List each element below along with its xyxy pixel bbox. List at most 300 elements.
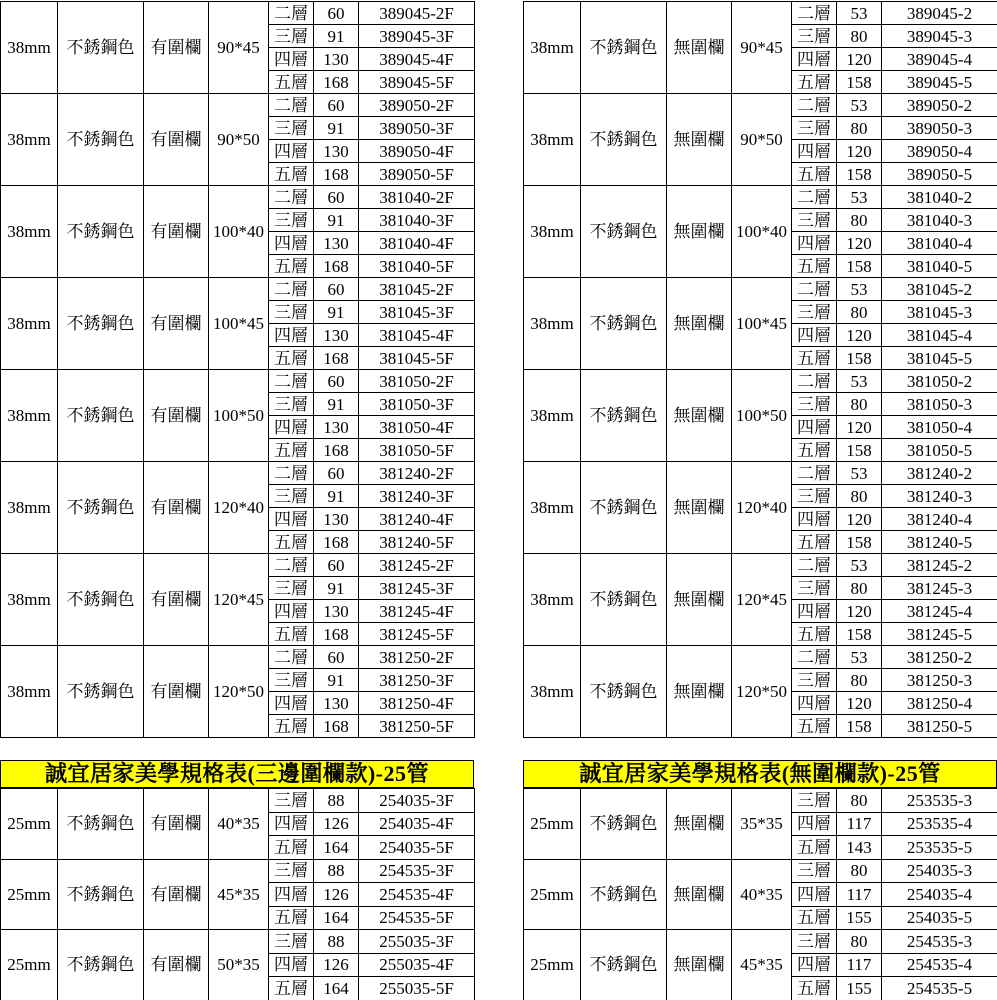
quantity-cell: 53	[837, 94, 882, 117]
quantity-cell: 120	[837, 692, 882, 715]
layer-cell: 三層	[269, 859, 314, 883]
product-code-cell: 381240-4	[882, 508, 997, 531]
quantity-cell: 80	[837, 669, 882, 692]
fence-cell: 有圍欄	[144, 554, 209, 646]
product-code-cell: 381045-2	[882, 278, 997, 301]
layer-cell: 二層	[792, 646, 837, 669]
layer-cell: 二層	[792, 462, 837, 485]
fence-cell: 有圍欄	[144, 186, 209, 278]
table-row	[524, 462, 997, 485]
product-code-cell: 381240-3	[882, 485, 997, 508]
quantity-cell: 130	[314, 48, 359, 71]
fence-cell: 有圍欄	[144, 789, 209, 860]
layer-cell: 四層	[792, 416, 837, 439]
quantity-cell: 168	[314, 255, 359, 278]
size-cell: 38mm	[1, 2, 58, 94]
size-cell: 25mm	[524, 789, 581, 860]
color-cell: 不銹鋼色	[58, 2, 144, 94]
fence-cell: 有圍欄	[144, 94, 209, 186]
fence-cell: 有圍欄	[144, 930, 209, 1000]
dimension-cell: 35*35	[732, 789, 792, 860]
layer-cell: 五層	[792, 531, 837, 554]
product-code-cell: 381045-4F	[359, 324, 475, 347]
layer-cell: 四層	[792, 953, 837, 977]
table-row	[1, 930, 475, 954]
layer-cell: 三層	[269, 209, 314, 232]
layer-cell: 二層	[792, 370, 837, 393]
layer-cell: 二層	[269, 94, 314, 117]
size-cell: 25mm	[524, 930, 581, 1000]
product-code-cell: 381245-3F	[359, 577, 475, 600]
table-row	[1, 789, 475, 813]
dimension-cell: 90*50	[732, 94, 792, 186]
product-code-cell: 381050-5	[882, 439, 997, 462]
product-code-cell: 381050-4	[882, 416, 997, 439]
color-cell: 不銹鋼色	[581, 2, 667, 94]
quantity-cell: 60	[314, 94, 359, 117]
product-code-cell: 381040-5F	[359, 255, 475, 278]
fence-cell: 有圍欄	[144, 859, 209, 930]
layer-cell: 四層	[792, 600, 837, 623]
layer-cell: 四層	[269, 140, 314, 163]
product-code-cell: 381240-4F	[359, 508, 475, 531]
product-code-cell: 381040-2F	[359, 186, 475, 209]
product-code-cell: 254535-4	[882, 953, 997, 977]
product-code-cell: 389050-5F	[359, 163, 475, 186]
quantity-cell: 158	[837, 71, 882, 94]
quantity-cell: 130	[314, 692, 359, 715]
layer-cell: 三層	[269, 789, 314, 813]
layer-cell: 二層	[269, 554, 314, 577]
quantity-cell: 126	[314, 812, 359, 836]
table-row	[524, 370, 997, 393]
dimension-cell: 100*50	[209, 370, 269, 462]
quantity-cell: 80	[837, 485, 882, 508]
layer-cell: 三層	[792, 301, 837, 324]
quantity-cell: 117	[837, 883, 882, 907]
layer-cell: 三層	[269, 393, 314, 416]
dimension-cell: 100*45	[732, 278, 792, 370]
quantity-cell: 80	[837, 930, 882, 954]
fence-cell: 有圍欄	[144, 278, 209, 370]
quantity-cell: 120	[837, 600, 882, 623]
table-row	[524, 94, 997, 117]
fence-cell: 有圍欄	[144, 2, 209, 94]
quantity-cell: 80	[837, 393, 882, 416]
quantity-cell: 60	[314, 554, 359, 577]
product-code-cell: 381250-4	[882, 692, 997, 715]
product-code-cell: 381245-3	[882, 577, 997, 600]
product-code-cell: 381240-2F	[359, 462, 475, 485]
size-cell: 38mm	[524, 462, 581, 554]
color-cell: 不銹鋼色	[58, 554, 144, 646]
quantity-cell: 80	[837, 789, 882, 813]
quantity-cell: 91	[314, 669, 359, 692]
layer-cell: 三層	[792, 859, 837, 883]
quantity-cell: 80	[837, 577, 882, 600]
product-code-cell: 254035-5	[882, 906, 997, 930]
quantity-cell: 53	[837, 462, 882, 485]
table-row	[1, 94, 475, 117]
size-cell: 38mm	[1, 462, 58, 554]
product-code-cell: 381250-3	[882, 669, 997, 692]
product-code-cell: 381240-5F	[359, 531, 475, 554]
layer-cell: 四層	[792, 812, 837, 836]
layer-cell: 三層	[269, 669, 314, 692]
layer-cell: 三層	[792, 209, 837, 232]
layer-cell: 四層	[269, 692, 314, 715]
quantity-cell: 80	[837, 117, 882, 140]
title-fenced-25mm: 誠宜居家美學規格表(三邊圍欄款)-25管	[0, 760, 474, 788]
fence-cell: 無圍欄	[667, 462, 732, 554]
dimension-cell: 120*40	[732, 462, 792, 554]
layer-cell: 三層	[269, 930, 314, 954]
layer-cell: 五層	[269, 255, 314, 278]
color-cell: 不銹鋼色	[581, 930, 667, 1000]
fence-cell: 無圍欄	[667, 186, 732, 278]
layer-cell: 三層	[792, 577, 837, 600]
layer-cell: 五層	[269, 715, 314, 738]
product-code-cell: 255035-5F	[359, 977, 475, 1000]
quantity-cell: 130	[314, 140, 359, 163]
dimension-cell: 120*40	[209, 462, 269, 554]
product-code-cell: 389050-2F	[359, 94, 475, 117]
product-code-cell: 381250-3F	[359, 669, 475, 692]
product-code-cell: 381040-4	[882, 232, 997, 255]
layer-cell: 二層	[269, 278, 314, 301]
quantity-cell: 158	[837, 531, 882, 554]
layer-cell: 三層	[269, 25, 314, 48]
layer-cell: 三層	[269, 485, 314, 508]
product-code-cell: 389045-2	[882, 2, 997, 25]
layer-cell: 三層	[269, 301, 314, 324]
fence-cell: 無圍欄	[667, 2, 732, 94]
layer-cell: 五層	[269, 531, 314, 554]
product-code-cell: 253535-3	[882, 789, 997, 813]
dimension-cell: 100*40	[732, 186, 792, 278]
table-row	[1, 859, 475, 883]
product-code-cell: 389050-4	[882, 140, 997, 163]
table-row	[524, 646, 997, 669]
layer-cell: 四層	[269, 508, 314, 531]
quantity-cell: 53	[837, 186, 882, 209]
color-cell: 不銹鋼色	[58, 789, 144, 860]
layer-cell: 五層	[269, 163, 314, 186]
size-cell: 38mm	[524, 554, 581, 646]
table-row	[1, 554, 475, 577]
dimension-cell: 90*45	[209, 2, 269, 94]
product-code-cell: 254535-4F	[359, 883, 475, 907]
color-cell: 不銹鋼色	[58, 930, 144, 1000]
size-cell: 25mm	[1, 930, 58, 1000]
product-code-cell: 381250-2F	[359, 646, 475, 669]
quantity-cell: 168	[314, 347, 359, 370]
quantity-cell: 120	[837, 324, 882, 347]
product-code-cell: 254535-5F	[359, 906, 475, 930]
quantity-cell: 155	[837, 906, 882, 930]
layer-cell: 四層	[269, 324, 314, 347]
quantity-cell: 60	[314, 2, 359, 25]
quantity-cell: 60	[314, 370, 359, 393]
layer-cell: 五層	[792, 255, 837, 278]
table-38mm-unfenced	[523, 1, 997, 738]
product-code-cell: 381045-5	[882, 347, 997, 370]
product-code-cell: 254035-3F	[359, 789, 475, 813]
layer-cell: 五層	[792, 836, 837, 860]
layer-cell: 三層	[792, 485, 837, 508]
color-cell: 不銹鋼色	[58, 278, 144, 370]
table-row	[524, 554, 997, 577]
quantity-cell: 130	[314, 600, 359, 623]
dimension-cell: 90*50	[209, 94, 269, 186]
layer-cell: 三層	[269, 117, 314, 140]
layer-cell: 四層	[269, 48, 314, 71]
layer-cell: 四層	[792, 883, 837, 907]
quantity-cell: 158	[837, 439, 882, 462]
product-code-cell: 389050-3F	[359, 117, 475, 140]
size-cell: 38mm	[1, 370, 58, 462]
layer-cell: 二層	[792, 278, 837, 301]
color-cell: 不銹鋼色	[58, 186, 144, 278]
product-code-cell: 255035-4F	[359, 953, 475, 977]
product-code-cell: 381040-2	[882, 186, 997, 209]
size-cell: 38mm	[1, 186, 58, 278]
product-code-cell: 254535-5	[882, 977, 997, 1000]
size-cell: 38mm	[524, 370, 581, 462]
product-code-cell: 381050-2F	[359, 370, 475, 393]
table-row	[524, 789, 997, 813]
product-code-cell: 381040-4F	[359, 232, 475, 255]
dimension-cell: 45*35	[209, 859, 269, 930]
color-cell: 不銹鋼色	[581, 186, 667, 278]
layer-cell: 二層	[792, 2, 837, 25]
layer-cell: 五層	[269, 977, 314, 1000]
quantity-cell: 168	[314, 531, 359, 554]
quantity-cell: 143	[837, 836, 882, 860]
product-code-cell: 381050-3F	[359, 393, 475, 416]
layer-cell: 五層	[792, 906, 837, 930]
table-row	[1, 278, 475, 301]
product-code-cell: 381250-2	[882, 646, 997, 669]
quantity-cell: 117	[837, 812, 882, 836]
quantity-cell: 91	[314, 117, 359, 140]
layer-cell: 二層	[269, 370, 314, 393]
product-code-cell: 389045-5F	[359, 71, 475, 94]
quantity-cell: 130	[314, 324, 359, 347]
dimension-cell: 100*45	[209, 278, 269, 370]
product-code-cell: 254035-3	[882, 859, 997, 883]
layer-cell: 四層	[792, 324, 837, 347]
layer-cell: 五層	[792, 347, 837, 370]
quantity-cell: 53	[837, 646, 882, 669]
quantity-cell: 88	[314, 789, 359, 813]
quantity-cell: 164	[314, 977, 359, 1000]
fence-cell: 有圍欄	[144, 370, 209, 462]
layer-cell: 三層	[792, 930, 837, 954]
dimension-cell: 100*50	[732, 370, 792, 462]
product-code-cell: 381245-2F	[359, 554, 475, 577]
product-code-cell: 253535-4	[882, 812, 997, 836]
product-code-cell: 381040-3	[882, 209, 997, 232]
dimension-cell: 120*50	[732, 646, 792, 738]
product-code-cell: 389050-5	[882, 163, 997, 186]
layer-cell: 四層	[792, 232, 837, 255]
size-cell: 38mm	[1, 646, 58, 738]
quantity-cell: 168	[314, 71, 359, 94]
product-code-cell: 389045-5	[882, 71, 997, 94]
quantity-cell: 130	[314, 508, 359, 531]
layer-cell: 三層	[792, 393, 837, 416]
product-code-cell: 254535-3F	[359, 859, 475, 883]
product-code-cell: 381040-3F	[359, 209, 475, 232]
size-cell: 38mm	[1, 554, 58, 646]
layer-cell: 五層	[792, 623, 837, 646]
product-code-cell: 389045-2F	[359, 2, 475, 25]
product-code-cell: 389045-4F	[359, 48, 475, 71]
table-row	[1, 370, 475, 393]
product-code-cell: 389050-2	[882, 94, 997, 117]
fence-cell: 無圍欄	[667, 278, 732, 370]
product-code-cell: 254035-5F	[359, 836, 475, 860]
color-cell: 不銹鋼色	[581, 859, 667, 930]
quantity-cell: 80	[837, 25, 882, 48]
fence-cell: 無圍欄	[667, 859, 732, 930]
table-38mm-fenced	[0, 1, 475, 738]
layer-cell: 五層	[269, 836, 314, 860]
color-cell: 不銹鋼色	[58, 462, 144, 554]
layer-cell: 三層	[792, 789, 837, 813]
table-row	[524, 186, 997, 209]
product-code-cell: 381240-2	[882, 462, 997, 485]
quantity-cell: 120	[837, 232, 882, 255]
product-code-cell: 381240-3F	[359, 485, 475, 508]
size-cell: 38mm	[524, 186, 581, 278]
table-row	[524, 278, 997, 301]
table-row	[524, 930, 997, 954]
color-cell: 不銹鋼色	[58, 370, 144, 462]
product-code-cell: 389045-4	[882, 48, 997, 71]
quantity-cell: 80	[837, 209, 882, 232]
product-code-cell: 389050-4F	[359, 140, 475, 163]
dimension-cell: 45*35	[732, 930, 792, 1000]
product-code-cell: 381050-4F	[359, 416, 475, 439]
quantity-cell: 158	[837, 715, 882, 738]
layer-cell: 三層	[792, 117, 837, 140]
layer-cell: 三層	[792, 669, 837, 692]
fence-cell: 無圍欄	[667, 930, 732, 1000]
layer-cell: 四層	[269, 232, 314, 255]
fence-cell: 無圍欄	[667, 554, 732, 646]
size-cell: 25mm	[524, 859, 581, 930]
table-row	[524, 859, 997, 883]
quantity-cell: 91	[314, 393, 359, 416]
table-row	[1, 2, 475, 25]
layer-cell: 四層	[792, 140, 837, 163]
layer-cell: 四層	[269, 953, 314, 977]
quantity-cell: 91	[314, 25, 359, 48]
table-row	[524, 2, 997, 25]
quantity-cell: 126	[314, 883, 359, 907]
color-cell: 不銹鋼色	[58, 646, 144, 738]
dimension-cell: 40*35	[732, 859, 792, 930]
quantity-cell: 130	[314, 232, 359, 255]
quantity-cell: 130	[314, 416, 359, 439]
quantity-cell: 88	[314, 859, 359, 883]
quantity-cell: 164	[314, 906, 359, 930]
fence-cell: 無圍欄	[667, 370, 732, 462]
quantity-cell: 60	[314, 278, 359, 301]
quantity-cell: 120	[837, 140, 882, 163]
size-cell: 38mm	[524, 646, 581, 738]
color-cell: 不銹鋼色	[58, 94, 144, 186]
dimension-cell: 120*45	[209, 554, 269, 646]
color-cell: 不銹鋼色	[581, 554, 667, 646]
quantity-cell: 126	[314, 953, 359, 977]
product-code-cell: 381245-4	[882, 600, 997, 623]
quantity-cell: 164	[314, 836, 359, 860]
product-code-cell: 381245-2	[882, 554, 997, 577]
quantity-cell: 88	[314, 930, 359, 954]
product-code-cell: 381050-3	[882, 393, 997, 416]
size-cell: 38mm	[524, 94, 581, 186]
product-code-cell: 381250-4F	[359, 692, 475, 715]
quantity-cell: 60	[314, 646, 359, 669]
color-cell: 不銹鋼色	[581, 94, 667, 186]
product-code-cell: 253535-5	[882, 836, 997, 860]
table-row	[1, 186, 475, 209]
layer-cell: 五層	[792, 977, 837, 1000]
table-25mm-unfenced	[523, 788, 997, 1000]
product-code-cell: 381045-4	[882, 324, 997, 347]
layer-cell: 二層	[269, 646, 314, 669]
product-code-cell: 381045-5F	[359, 347, 475, 370]
size-cell: 38mm	[524, 2, 581, 94]
layer-cell: 五層	[792, 715, 837, 738]
size-cell: 38mm	[524, 278, 581, 370]
product-code-cell: 381240-5	[882, 531, 997, 554]
product-code-cell: 389045-3	[882, 25, 997, 48]
quantity-cell: 53	[837, 370, 882, 393]
layer-cell: 五層	[792, 163, 837, 186]
layer-cell: 二層	[792, 554, 837, 577]
product-code-cell: 254035-4	[882, 883, 997, 907]
quantity-cell: 120	[837, 508, 882, 531]
layer-cell: 四層	[792, 692, 837, 715]
layer-cell: 二層	[792, 186, 837, 209]
quantity-cell: 91	[314, 577, 359, 600]
product-code-cell: 381250-5F	[359, 715, 475, 738]
product-code-cell: 254035-4F	[359, 812, 475, 836]
color-cell: 不銹鋼色	[581, 646, 667, 738]
color-cell: 不銹鋼色	[581, 370, 667, 462]
quantity-cell: 53	[837, 2, 882, 25]
layer-cell: 五層	[269, 906, 314, 930]
dimension-cell: 120*45	[732, 554, 792, 646]
dimension-cell: 50*35	[209, 930, 269, 1000]
product-code-cell: 381245-5	[882, 623, 997, 646]
quantity-cell: 168	[314, 439, 359, 462]
layer-cell: 二層	[269, 2, 314, 25]
product-code-cell: 381045-3	[882, 301, 997, 324]
fence-cell: 無圍欄	[667, 646, 732, 738]
quantity-cell: 53	[837, 554, 882, 577]
title-unfenced-25mm: 誠宜居家美學規格表(無圍欄款)-25管	[523, 760, 997, 788]
dimension-cell: 40*35	[209, 789, 269, 860]
product-code-cell: 381245-4F	[359, 600, 475, 623]
layer-cell: 二層	[792, 94, 837, 117]
quantity-cell: 80	[837, 301, 882, 324]
quantity-cell: 158	[837, 623, 882, 646]
